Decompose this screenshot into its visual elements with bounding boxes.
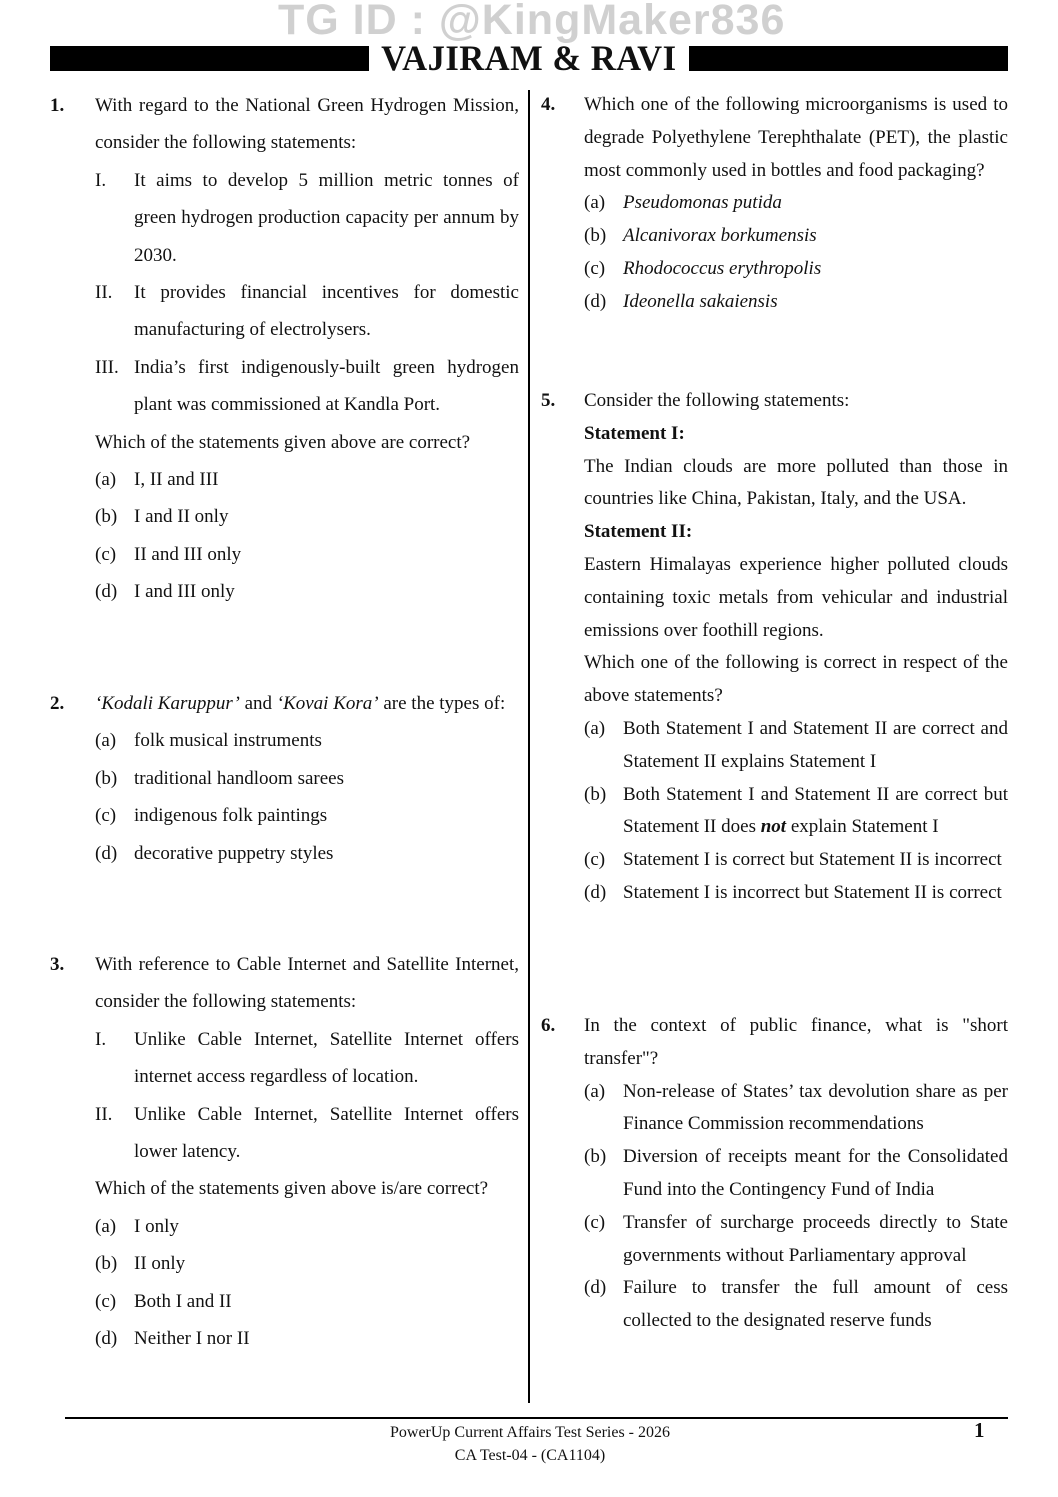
statement-text: India’s first indigenously-built green hydrogen plant was commissioned at Kandla Port.: [134, 356, 519, 416]
page-number: 1: [974, 1418, 985, 1442]
option-text: [134, 573, 519, 610]
statement: [95, 349, 519, 424]
text-run: I, II and III: [134, 469, 219, 491]
text-run: Which of the statements given above are correct?: [95, 431, 471, 453]
text-run: ‘Kovai Kora’: [276, 693, 379, 714]
text-run: Eastern Himalayas experience higher polluted clouds containing toxic metals from vehicular and industrial emissions over foothill regions.: [584, 553, 1008, 641]
question-6: [541, 1010, 1008, 1338]
question-row: [541, 1010, 1008, 1338]
text-run: Statement II:: [584, 521, 693, 543]
option-text: [623, 713, 1008, 779]
question-prompt: [95, 424, 519, 461]
text-run: Rhodococcus erythropolis: [623, 257, 822, 279]
text-run: Failure to transfer the full amount of cess collected to the designated reserve funds: [623, 1277, 1008, 1332]
question-body: [584, 1010, 1008, 1338]
option-a: [584, 1076, 1008, 1142]
option-c: [584, 844, 1008, 877]
question-stem: [584, 647, 1008, 713]
question-stem: [95, 946, 519, 1021]
option-label: (b): [95, 506, 118, 528]
question-2: [50, 685, 519, 872]
option-text: [623, 1207, 1008, 1273]
option-label: (c): [584, 1211, 606, 1233]
option-text: [623, 187, 1008, 220]
text-run: Transfer of surcharge proceeds directly to State governments without Parliamentary approval: [623, 1211, 1008, 1266]
option-label: (d): [95, 1328, 118, 1350]
statement-label: III.: [95, 356, 119, 378]
option-text: [134, 536, 519, 573]
text-run: Statement I:: [584, 422, 685, 444]
statement-text: Unlike Cable Internet, Satellite Internet offers lower latency.: [134, 1103, 519, 1163]
header-bar-right: [689, 46, 1008, 71]
question-stem: [584, 516, 1008, 549]
question-row: [541, 89, 1008, 319]
option-b: [95, 760, 519, 797]
question-4: [541, 89, 1008, 319]
option-label: (a): [584, 717, 606, 739]
text-run: I and II only: [134, 506, 229, 528]
statement-label: I.: [95, 169, 107, 191]
question-body: [95, 685, 519, 872]
option-a: [95, 1208, 519, 1245]
option-text: [623, 1076, 1008, 1142]
statement-label: I.: [95, 1028, 107, 1050]
question-5: [541, 385, 1008, 910]
text-run: The Indian clouds are more polluted than those in countries like China, Pakistan, Italy, and the USA.: [584, 455, 1008, 510]
statement: [95, 1096, 519, 1171]
option-text: [623, 286, 1008, 319]
text-run: and: [239, 693, 277, 714]
option-text: [134, 1208, 519, 1245]
text-run: I only: [134, 1215, 179, 1237]
option-a: [95, 722, 519, 759]
question-body: [584, 385, 1008, 910]
text-run: traditional handloom sarees: [134, 767, 344, 789]
question-row: [50, 946, 519, 1357]
brand-title: VAJIRAM & RAVI: [381, 38, 677, 78]
question-body: [95, 946, 519, 1357]
text-run: In the context of public finance, what is "short transfer"?: [584, 1015, 1008, 1069]
text-run: ‘Kodali Karuppur’: [95, 693, 240, 714]
question-body: [584, 89, 1008, 319]
option-b: [584, 1141, 1008, 1207]
option-d: [584, 1272, 1008, 1338]
option-label: (a): [584, 192, 606, 214]
option-label: (b): [584, 225, 607, 247]
text-run: II and III only: [134, 543, 242, 565]
option-label: (a): [95, 469, 117, 491]
text-run: Ideonella sakaiensis: [623, 290, 778, 312]
question-1: [50, 87, 519, 611]
statement-label: II.: [95, 1103, 113, 1125]
option-label: (d): [584, 290, 607, 312]
option-label: (b): [584, 1146, 607, 1168]
option-text: [134, 797, 519, 834]
option-text: [623, 253, 1008, 286]
text-run: Pseudomonas putida: [623, 192, 782, 214]
option-label: (d): [584, 881, 607, 903]
statement-text: Unlike Cable Internet, Satellite Internet offers internet access regardless of location.: [134, 1028, 519, 1088]
text-run: Both Statement I and Statement II are correct and Statement II explains Statement I: [623, 717, 1008, 772]
option-label: (b): [95, 1253, 118, 1275]
question-number: 1.: [50, 95, 65, 116]
question-stem: [584, 418, 1008, 451]
question-prompt: [95, 1170, 519, 1207]
text-run: Which one of the following is correct in respect of the above statements?: [584, 652, 1008, 707]
option-c: [95, 1283, 519, 1320]
question-stem: [95, 87, 519, 162]
option-c: [95, 536, 519, 573]
column-divider: [528, 90, 530, 1403]
text-run: Alcanivorax borkumensis: [623, 225, 817, 247]
option-b: [584, 220, 1008, 253]
option-text: [134, 1320, 519, 1357]
option-d: [95, 835, 519, 872]
question-number: 6.: [541, 1015, 556, 1036]
text-run: explain Statement I: [786, 816, 939, 838]
text-run: Diversion of receipts meant for the Consolidated Fund into the Contingency Fund of India: [623, 1146, 1008, 1200]
question-stem: [584, 89, 1008, 187]
option-text: [623, 1272, 1008, 1338]
page-header: [50, 40, 1008, 76]
option-text: [134, 1245, 519, 1282]
option-a: [95, 461, 519, 498]
option-text: [623, 779, 1008, 845]
option-text: [623, 1141, 1008, 1207]
option-text: [134, 835, 519, 872]
text-run: With reference to Cable Internet and Satellite Internet, consider the following statements:: [95, 954, 519, 1013]
question-stem: [95, 685, 519, 722]
statement: [95, 162, 519, 274]
statement: [95, 1021, 519, 1096]
option-text: [134, 461, 519, 498]
question-stem: [584, 385, 1008, 418]
footer-series: PowerUp Current Affairs Test Series - 2026: [389, 1424, 671, 1441]
footer-rule: [65, 1417, 1008, 1419]
text-run: Which of the statements given above is/are correct?: [95, 1178, 489, 1200]
watermark: TG ID : @KingMaker836: [278, 0, 786, 44]
option-label: (a): [584, 1080, 606, 1102]
question-body: [95, 87, 519, 611]
option-label: (b): [584, 783, 607, 805]
header-bar-left: [50, 46, 369, 71]
text-run: Statement I is correct but Statement II is incorrect: [623, 849, 1002, 871]
option-label: (d): [584, 1277, 607, 1299]
question-number: 2.: [50, 693, 65, 714]
option-b: [95, 1245, 519, 1282]
text-run: With regard to the National Green Hydrogen Mission, consider the following statements:: [95, 95, 519, 154]
text-run: indigenous folk paintings: [134, 805, 328, 827]
option-label: (d): [95, 842, 118, 864]
text-run: Which one of the following microorganisms is used to degrade Polyethylene Terephthalate (PET), the plastic most commonly used in bottles and food packaging?: [584, 94, 1008, 181]
option-b: [584, 779, 1008, 845]
option-label: (c): [95, 1290, 117, 1312]
option-text: [134, 722, 519, 759]
option-text: [623, 877, 1008, 910]
question-3: [50, 946, 519, 1357]
text-run: Both Statement I and Statement II are correct but Statement II does: [623, 783, 1008, 838]
option-label: (c): [584, 849, 606, 871]
text-run: Neither I nor II: [134, 1328, 250, 1350]
statement: [95, 274, 519, 349]
text-run: Statement I is incorrect but Statement II is correct: [623, 881, 1002, 903]
text-run: decorative puppetry styles: [134, 842, 334, 864]
statement-text: It aims to develop 5 million metric tonnes of green hydrogen production capacity per annum by 2030.: [134, 169, 519, 266]
question-row: [50, 685, 519, 872]
question-stem: [584, 451, 1008, 517]
question-row: [541, 385, 1008, 910]
option-c: [584, 253, 1008, 286]
option-c: [95, 797, 519, 834]
option-c: [584, 1207, 1008, 1273]
option-text: [134, 1283, 519, 1320]
option-text: [623, 220, 1008, 253]
option-label: (a): [95, 1215, 117, 1237]
question-number: 5.: [541, 390, 556, 411]
question-number: 3.: [50, 954, 65, 975]
text-run: Both I and II: [134, 1290, 232, 1312]
text-run: I and III only: [134, 581, 235, 603]
statement-label: II.: [95, 282, 113, 304]
text-run: Non-release of States’ tax devolution share as per Finance Commission recommendations: [623, 1080, 1008, 1135]
option-text: [134, 498, 519, 535]
question-stem: [584, 1010, 1008, 1076]
question-row: [50, 87, 519, 611]
question-stem: [584, 549, 1008, 647]
option-text: [623, 844, 1008, 877]
text-run: Consider the following statements:: [584, 390, 850, 411]
option-label: (c): [95, 543, 117, 565]
option-d: [584, 286, 1008, 319]
option-label: (c): [584, 257, 606, 279]
option-a: [584, 713, 1008, 779]
statement-text: It provides financial incentives for domestic manufacturing of electrolysers.: [134, 282, 519, 341]
option-label: (c): [95, 805, 117, 827]
text-run: II only: [134, 1253, 186, 1275]
question-number: 4.: [541, 94, 556, 115]
option-a: [584, 187, 1008, 220]
option-label: (b): [95, 767, 118, 789]
text-run: folk musical instruments: [134, 730, 322, 752]
option-d: [95, 573, 519, 610]
footer-test-code: CA Test-04 - (CA1104): [454, 1447, 606, 1464]
option-d: [95, 1320, 519, 1357]
option-d: [584, 877, 1008, 910]
text-run: are the types of:: [378, 693, 506, 714]
option-b: [95, 498, 519, 535]
option-label: (a): [95, 730, 117, 752]
option-text: [134, 760, 519, 797]
text-run: not: [760, 816, 787, 838]
option-label: (d): [95, 581, 118, 603]
